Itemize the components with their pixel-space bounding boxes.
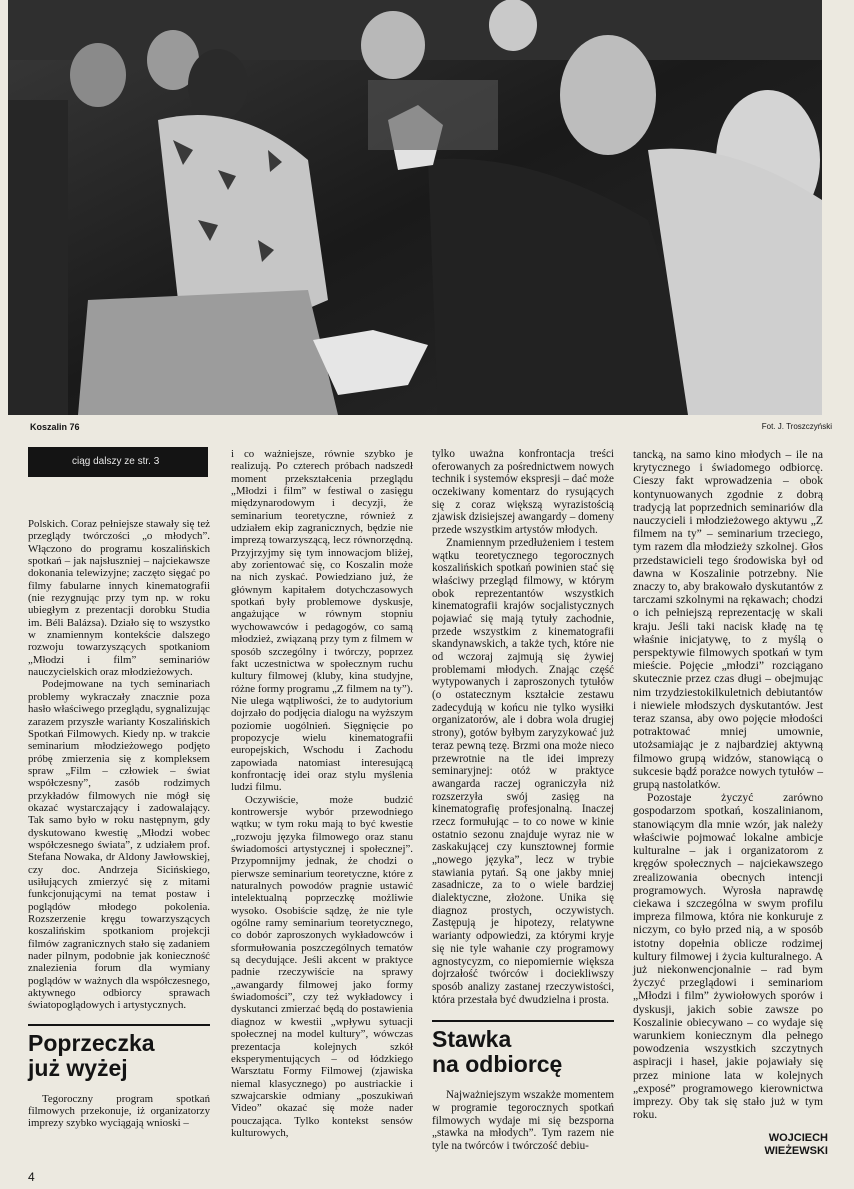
- column-3: [432, 448, 614, 1153]
- col1-paragraph-3: Tegoroczny program spotkań filmowych przekonuje, iż organizatorzy imprezy szybko wyciągają wnioski –: [28, 1092, 210, 1130]
- audience-photo: [8, 0, 822, 415]
- column-1: [28, 518, 210, 1130]
- page-number: 4: [28, 1170, 35, 1184]
- subheading-stawka-line1: Stawka: [432, 1020, 614, 1052]
- subheading-poprzeczka-line1: Poprzeczka: [28, 1024, 210, 1056]
- photo-credit: Fot. J. Troszczyński: [761, 422, 832, 431]
- col2-paragraph-1: i co ważniejsze, równie szybko je realizują. Po czterech próbach nadszedł moment przekształcenia przeglądu „Młodzi i film” w festiwal o zasięgu międzynarodowym i decyzji, że seminarium teoretyczne, również z udziałem ekip zagranicznych, będzie nie imprezą towarzyszącą, lecz równorzędną. Przyjrzyjmy się tym innowacjom bliżej, aby zorientować się, co Koszalin może na nich zyskać. Powiedziano już, że głównym kapitałem dotychczasowych spotkań były problemowe dyskusje, angażujące w równym stopniu wychowawców i pedagogów, co samą młodzież, związaną przy tym z filmem w sposób szczególny i twórczy, poprzez fakt uczestnictwa w społecznym ruchu kultury filmowej (kluby, kina studyjne, różne formy programu „Z filmem na ty”). Nie ulega wątpliwości, że to audytorium dojrzało do podjęcia dialogu na wyższym poziomie uogólnień. Sięgnięcie po propozycje wielu kinematografii europejskich, Wschodu i Zachodu zapowiada natomiast interesującą konfrontację idei oraz stylu myślenia ludzi filmu.: [231, 448, 413, 794]
- col3-paragraph-1: tylko uważna konfrontacja treści oferowanych za pośrednictwem nowych technik i systemów ekspresji – dać może oczekiwany komentarz do rysujących się z coraz większą wyrazistością zjawisk dzisiejszej awangardy – domeny przede wszystkim artystów młodych.: [432, 448, 614, 537]
- photo-caption: Koszalin 76: [30, 422, 80, 432]
- author-last-name: WIEŻEWSKI: [764, 1145, 828, 1157]
- col2-paragraph-2: Oczywiście, może budzić kontrowersje wybór przewodniego wątku; w tym roku mają to być kwestie „rozwoju języka filmowego oraz stanu świadomości artystycznej i społecznej”. Przypomnijmy jednak, że chodzi o pierwsze seminarium teoretyczne, które z naturalnych powodów pragnie ustawić intelektualną poprzeczkę możliwie wysoko. Osobiście sądzę, że nie tyle ogólne ramy seminarium teoretycznego, co dobór zaproszonych wykładowców i sformułowania poszczególnych tematów są decydujące. Jeśli akcent w praktyce padnie rzeczywiście na sprawy „awangardy filmowej jako formy świadomości”, czy też wykładowcy i dyskutanci zmierzać będą do postawienia diagnoz w kwestii „wpływu sytuacji społecznej na model kultury”, wówczas prezentacja kolejnych szkół eksperymentujących – od łódzkiego Warsztatu Formy Filmowej (zjawiska niemal klasycznego) po austriackie i szwajcarskie odmiany „poszukiwań Video” okazać się może nader pouczająca. Tylko kontekst sensów kulturowych,: [231, 793, 413, 1139]
- col1-paragraph-1: Polskich. Coraz pełniejsze stawały się też przeglądy twórczości „o młodych”. Włączono do programu koszalińskich spotkań – jak najsłuszniej – najciekawsze dokonania telewizyjne; zaczęto sięgać po filmy fabularne innych kinematografii (nie rezygnując przy tym np. w roku ubiegłym z prezentacji dorobku Studia im. Béli Balázsa). Działo się to wszystko w znamiennym kontekście dalszego rozwoju towarzyszących spotkaniom „Młodzi i film” seminariów nauczycielskich oraz młodzieżowych.: [28, 518, 210, 679]
- author-signature: [764, 1132, 828, 1158]
- col1-paragraph-2: Podejmowane na tych seminariach problemy wykraczały znacznie poza hasło właściwego przeglądu, sygnalizując zarazem przyszłe warianty Koszalińskich Spotkań Filmowych. Kiedy np. w trakcie seminarium młodzieżowego podjęto próbę zmierzenia się z kompleksem spraw „Film – człowiek – świat współczesny”, zasób rodzimych przykładów filmowych nie mógł się okazać wystarczający i zadowalający. Tak samo było w roku następnym, gdy dyskutowano kwestię „Młodzi wobec współczesnego świata”, z udziałem prof. Stefana Nowaka, dr Aldony Jawłowskiej, czy doc. Andrzeja Sicińskiego, usiłujących zmierzyć się z mitami funkcjonującymi na temat postaw i poglądów młodego pokolenia. Rozszerzenie kręgu towarzyszących koszalińskim spotkaniom projekcji filmów zagranicznych stało się zadaniem nader pilnym, podobnie jak konieczność znalezienia forum dla wymiany poglądów w ważnych dla współczesnego, aktywnego odbiorcy sprawach światopoglądowych i artystycznych.: [28, 678, 210, 1012]
- continued-banner: ciąg dalszy ze str. 3: [28, 447, 208, 477]
- author-first-name: WOJCIECH: [768, 1132, 828, 1144]
- column-2: [231, 448, 413, 1139]
- column-4: [633, 448, 823, 1121]
- audience-photo-image: [8, 0, 822, 415]
- subheading-stawka-line2: na odbiorcę: [432, 1051, 563, 1078]
- col3-paragraph-2: Znamiennym przedłużeniem i testem wątku teoretycznego tegorocznych koszalińskich spotkań powinien stać się właściwy przegląd filmowy, w którym obok reprezentantów wszystkich kinematografii krajów socjalistycznych pojawiać się mają tytuły zachodnie, przede wszystkim z kinematografii skandynawskich, a także tych, które nie od wczoraj zajmują się żywiej problemami młodych. Znając część wytypowanych i zaproszonych tytułów (o ostatecznym kształcie zestawu zadecydują w końcu nie tylko wysiłki organizatorów, ale i dobra wola drugiej strony), gotów byłbym zaryzykować już teraz pewną tezę. Brzmi ona może nieco przewrotnie na tle idei imprezy seminaryjnej: otóż w praktyce awangarda raczej ograniczyła niż rozszerzyła swój zasięg na kinematografię profesjonalną. Inaczej rzecz formułując – to co nowe w kinie ostatnio sezonu znajduje wyraz nie w zaskakującej czy kunsztownej formie „nowego języka”, lecz w trybie stawiania pytań. Są one jakby mniej zasadnicze, za to o wiele bardziej dialektyczne, złożone. Unika się diagnoz prostych, oczywistych. Zastępują je hipotezy, relatywne warianty odpowiedzi, za którymi kryje się nie tyle wahanie czy programowy agnostycyzm, co niepomiernie większa dojrzałość twórców i dociekliwszy sposób analizy zastanej rzeczywistości, która przestała być dwudzielna i prosta.: [432, 536, 614, 1006]
- col4-paragraph-1: tancką, na samo kino młodych – ile na krytycznego i świadomego odbiorcę. Cieszy fakt wprowadzenia – obok kontynuowanych zgodnie z dobrą tradycją lat poprzednich seminariów dla nauczycieli i młodzieżowego aktywu „Z filmem na ty” – seminarium trzeciego, tym razem dla młodzieży szkolnej. Głos przedstawicieli tego środowiska był od dawna w Koszalinie potrzebny. Nie znaczy to, aby brakowało dyskutantów z tarczami szkolnymi na rękawach; chodzi o ich pełniejszą reprezentację w skali kraju. Jeśli taki nacisk kładę na tę właśnie inicjatywę, to z myślą o perspektywie filmowych spotkań w tym mieście. Pojęcie „młodzi” rozciągano skutecznie przez czas długi – obejmując nim trzydziestokilkuletnich debiutantów i niewiele młodszych dyskutantów. Jest teraz szansa, aby owo pojęcie młodości potraktować mniej umownie, utożsamiając je z najbardziej aktywną filmowo grupą widzów, stanowiącą o sukcesie bądź porażce nowych tytułów – grupą nastolatków.: [633, 448, 823, 792]
- subheading-poprzeczka-line2: już wyżej: [28, 1054, 128, 1081]
- subheading-poprzeczka: [28, 1024, 210, 1081]
- col3-paragraph-3: Najważniejszym wszakże momentem w programie tegorocznych spotkań filmowych wydaje mi się bezsporna „stawka na młodych”. Tym razem nie tyle na twórców i twórczość debiu-: [432, 1089, 614, 1152]
- subheading-stawka: [432, 1020, 614, 1077]
- col4-paragraph-2: Pozostaje życzyć zarówno gospodarzom spotkań, koszalinianom, stanowiącym dla mnie wzór, jak należy właściwie pojmować lokalne ambicje kulturalne – jak i organizatorom z kręgów społecznych – najciekawszego zrealizowania obecnych intencji programowych. Wyrosła naprawdę ciekawa i szczególna w swym profilu impreza filmowa, która nie konkuruje z niczym, co było przed nią, a w sposób istotny dopełnia oblicze rodzimej kultury filmowej i życia kulturalnego. A już niekonwencjonalnie – rad bym życzyć przeglądowi i seminariom „Młodzi i film” żywiołowych sporów i dyskusji, jakich sobie zawsze po Koszalinie obiecywano – co wydaje się warunkiem koniecznym dla pełnego powodzenia wszystkich szczytnych aspiracji i haseł, jakie pojawiały się przez minione lata w kolejnych „exposé” programowego kierownictwa imprezy. Oby tak się stało już w tym roku.: [633, 791, 823, 1122]
